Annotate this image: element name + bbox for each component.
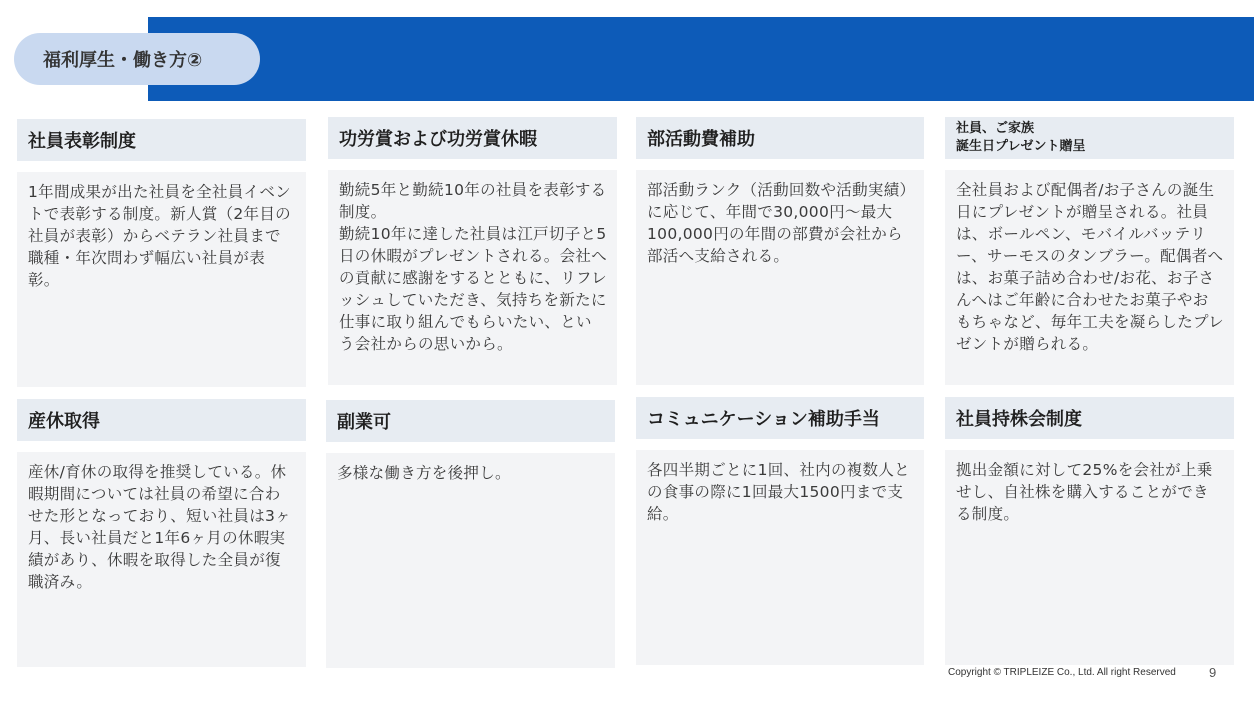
page-number: 9: [1209, 665, 1217, 680]
card-title: 功労賞および功労賞休暇: [328, 117, 617, 159]
card-body: 1年間成果が出た社員を全社員イベントで表彰する制度。新人賞（2年目の社員が表彰）からベテラン社員まで職種・年次問わず幅広い社員が表彰。: [17, 172, 306, 387]
card-title: 社員、ご家族 誕生日プレゼント贈呈: [945, 117, 1234, 159]
card-body: 全社員および配偶者/お子さんの誕生日にプレゼントが贈呈される。社員は、ボールペン、モバイルバッテリー、サーモスのタンブラー。配偶者へは、お菓子詰め合わせ/お花、お子さんへはご年齢に合わせたお菓子やおもちゃなど、毎年工夫を凝らしたプレゼントが贈られる。: [945, 170, 1234, 385]
card-body: 勤続5年と勤続10年の社員を表彰する制度。 勤続10年に達した社員は江戸切子と5日の休暇がプレゼントされる。会社への貢献に感謝をするとともに、リフレッシュしていただき、気持ちを新たに仕事に取り組んでもらいたい、という会社からの思いから。: [328, 170, 617, 385]
card-title: 部活動費補助: [636, 117, 924, 159]
card-body: 各四半期ごとに1回、社内の複数人との食事の際に1回最大1500円まで支給。: [636, 450, 924, 665]
card-maternity-leave: [17, 399, 306, 667]
card-title: コミュニケーション補助手当: [636, 397, 924, 439]
card-employee-award: [17, 119, 306, 387]
card-birthday-gift: [945, 117, 1234, 385]
card-body: 産休/育休の取得を推奨している。休暇期間については社員の希望に合わせた形となっており、短い社員は3ヶ月、長い社員だと1年6ヶ月の休暇実績があり、休暇を取得した全員が復職済み。: [17, 452, 306, 667]
card-body: 多様な働き方を後押し。: [326, 453, 615, 668]
card-stock-ownership: [945, 397, 1234, 665]
card-body: 部活動ランク（活動回数や活動実績）に応じて、年間で30,000円〜最大100,000円の年間の部費が会社から部活へ支給される。: [636, 170, 924, 385]
card-club-subsidy: [636, 117, 924, 385]
card-side-job: [326, 400, 615, 668]
copyright-text: Copyright © TRIPLEIZE Co., Ltd. All right Reserved: [948, 667, 1176, 678]
card-service-award: [328, 117, 617, 385]
header-bar: [148, 17, 1254, 101]
card-title: 副業可: [326, 400, 615, 442]
page-title: 福利厚生・働き方②: [14, 33, 260, 85]
card-title: 社員表彰制度: [17, 119, 306, 161]
card-title: 産休取得: [17, 399, 306, 441]
card-body: 拠出金額に対して25%を会社が上乗せし、自社株を購入することができる制度。: [945, 450, 1234, 665]
card-communication-allowance: [636, 397, 924, 665]
card-title: 社員持株会制度: [945, 397, 1234, 439]
